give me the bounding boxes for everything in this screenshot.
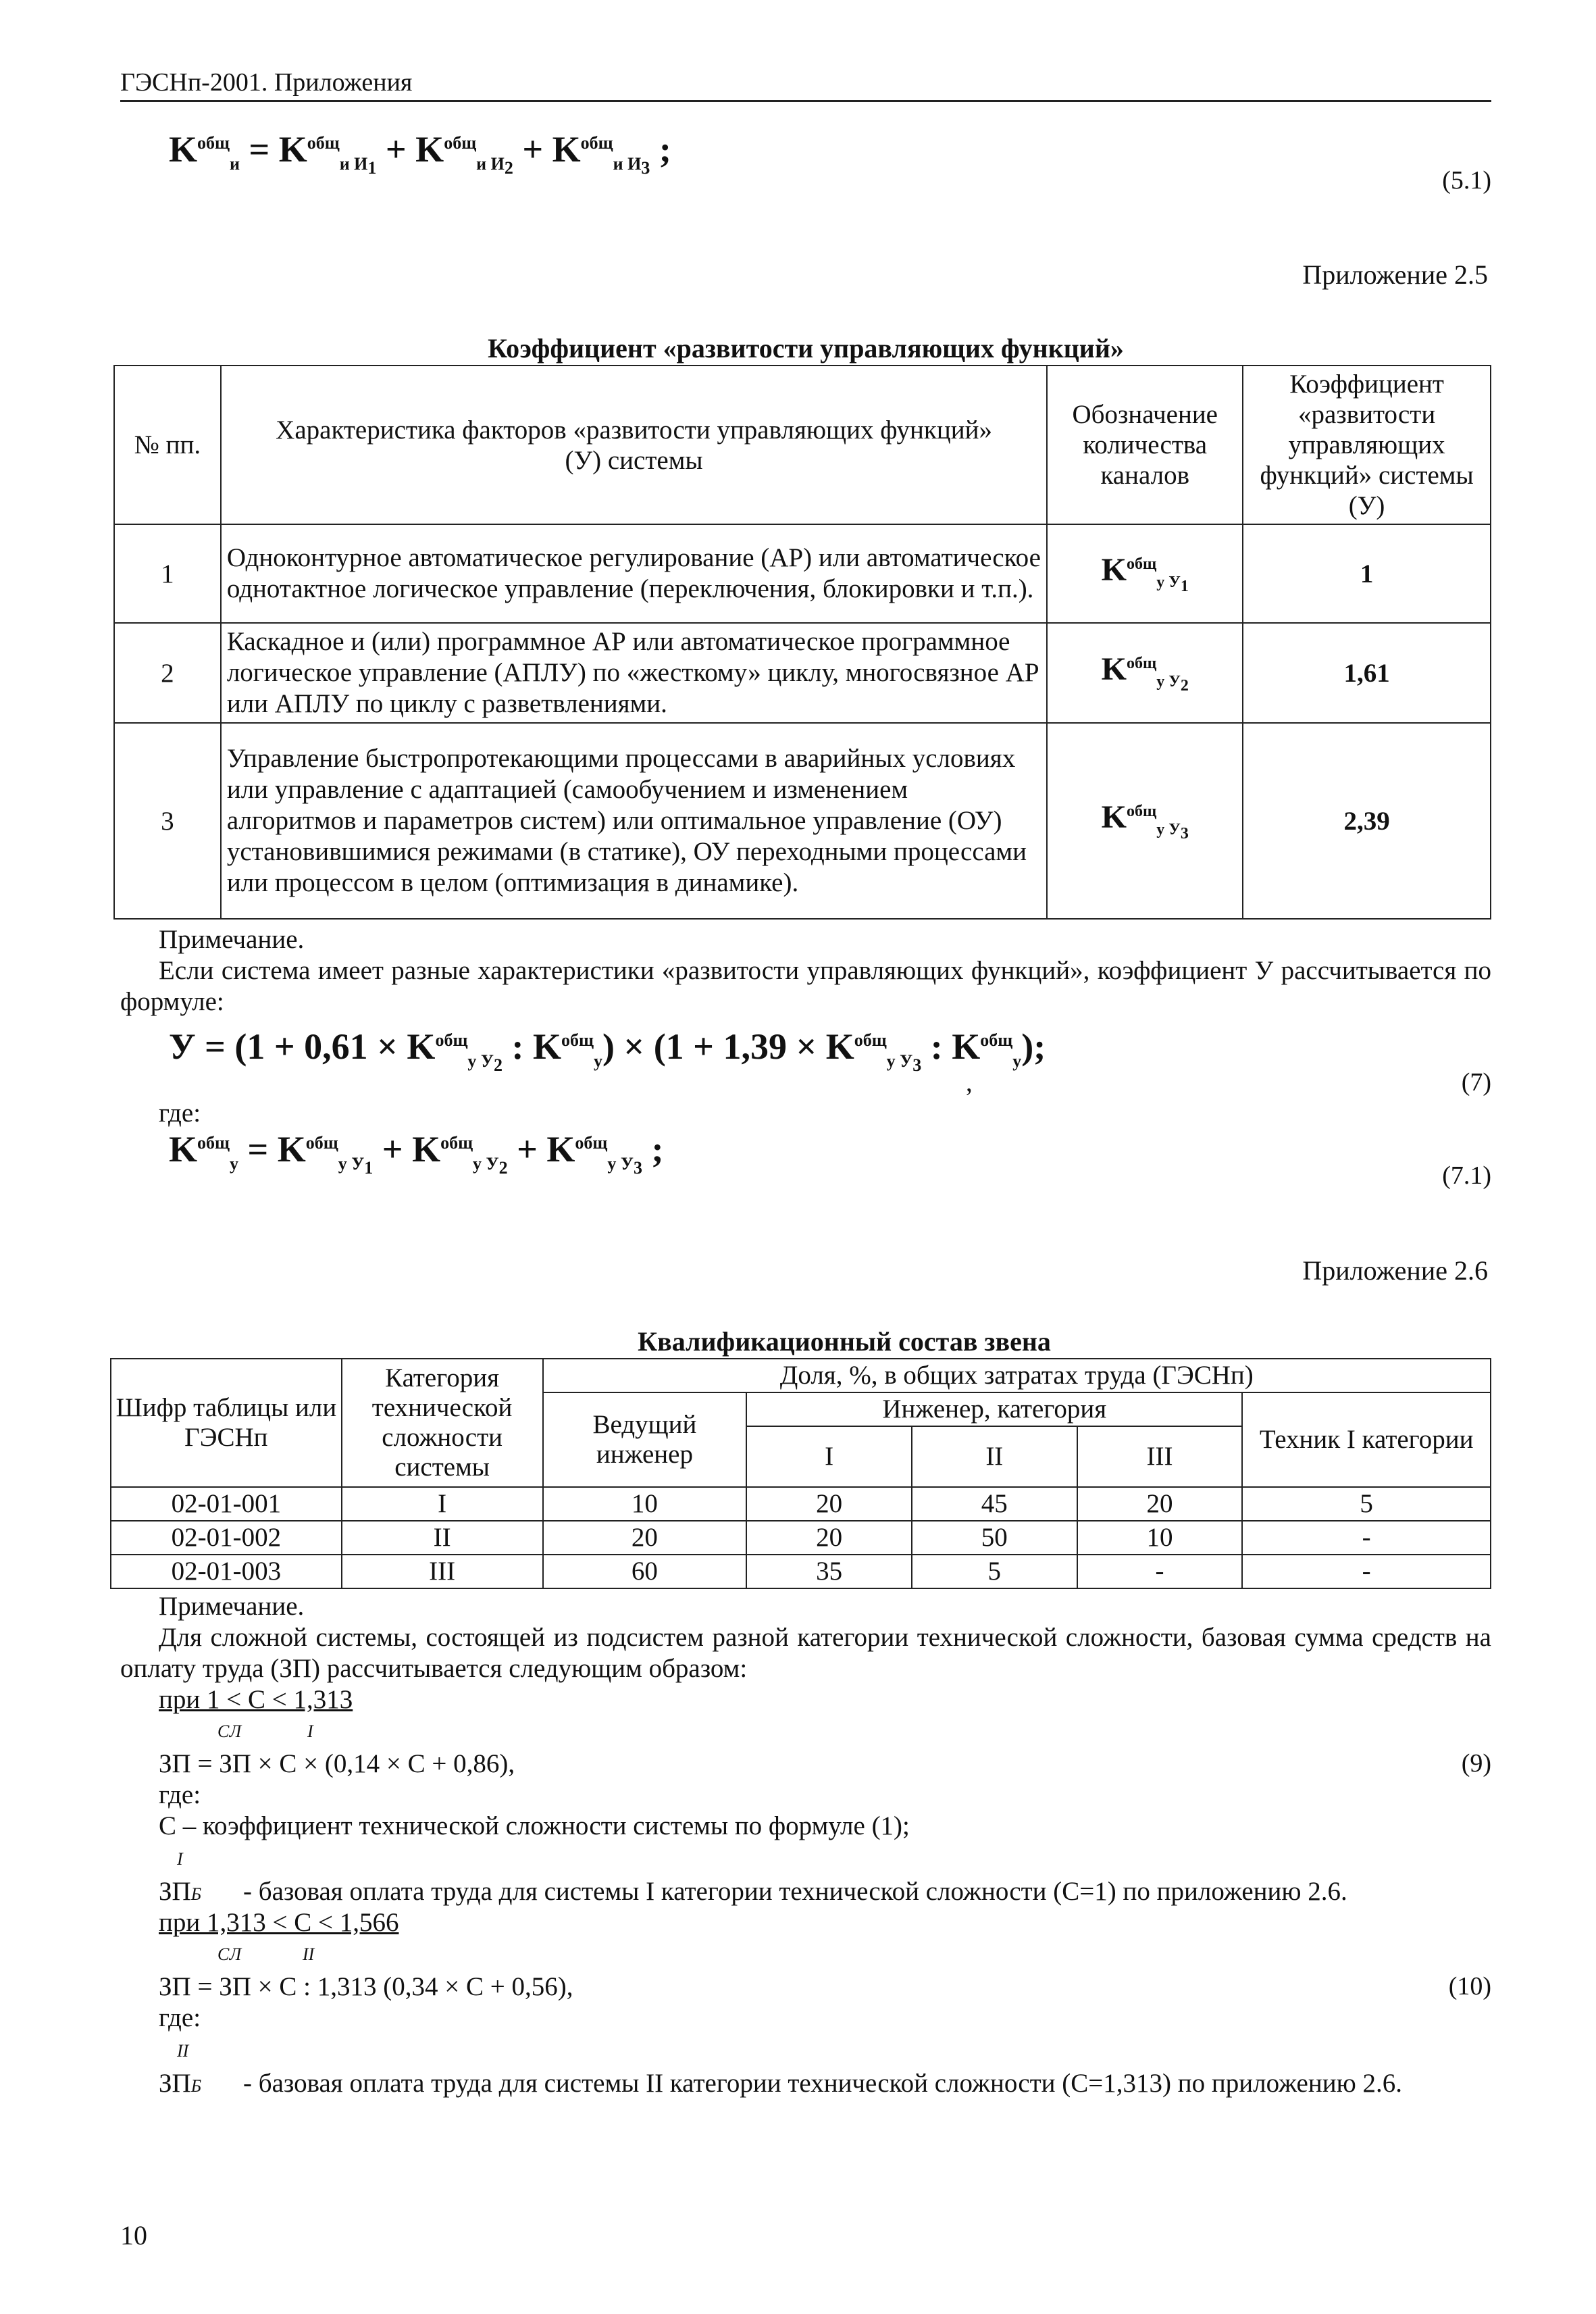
table-row — [111, 1521, 1491, 1555]
superscript-ii-1: II — [303, 1944, 315, 1964]
superscript-i-2: I — [177, 1849, 183, 1869]
row-3-text: Управление быстропротекающими процессами в аварийных условиях или управление с адаптацией (самообучением и изменением алгоритмов и параметров систем) или оптимальное управление (ОУ) установившимися режимами (в статике), ОУ переходными процессами или процессом в целом (оптимизация в динамике). — [221, 723, 1047, 919]
row-2-num: 2 — [114, 623, 221, 723]
where-label-10: где: — [159, 2003, 201, 2032]
note-label-2: Примечание. — [159, 1592, 305, 1621]
cell: - — [1242, 1521, 1491, 1555]
row-2-text: Каскадное и (или) программное АР или автоматическое программное логическое управление (АПЛУ) по «жесткому» циклу, многосвязное АР или АПЛУ по циклу с разветвлениями. — [221, 623, 1047, 723]
header-cat-3: III — [1077, 1426, 1243, 1487]
cell: 5 — [1242, 1487, 1491, 1521]
appendix-label-2-6: Приложение 2.6 — [1302, 1255, 1488, 1286]
equation-number-9: (9) — [1461, 1749, 1491, 1778]
table-title-control-functions: Коэффициент «развитости управляющих функций» — [488, 333, 1124, 363]
note-text-1: Если система имеет разные характеристики «развитости управляющих функций», коэффициент У рассчитывается по формуле: — [120, 956, 1491, 1016]
header-share: Доля, %, в общих затратах труда (ГЭСНп) — [543, 1359, 1491, 1392]
zp-label-2: ЗПБ — [159, 2069, 202, 2098]
row-3-designation: $K^{общ}_{у У_3}$ — [1047, 723, 1243, 919]
table-title-qualification: Квалификационный состав звена — [638, 1326, 1051, 1357]
cell: 20 — [1077, 1487, 1243, 1521]
cell: 20 — [746, 1521, 912, 1555]
zp1-definition: - базовая оплата труда для системы I категории технической сложности (С=1) по приложению 2.6. — [243, 1877, 1347, 1906]
equation-number-5-1: (5.1) — [1442, 166, 1491, 195]
where-label-9: где: — [159, 1780, 201, 1809]
condition-1: при 1 < С < 1,313 — [159, 1685, 353, 1714]
where-label-7: где: — [159, 1099, 201, 1128]
header-code: Шифр таблицы или ГЭСНп — [111, 1359, 342, 1487]
superscript-sl-1: СЛ — [217, 1721, 242, 1741]
cell: 10 — [1077, 1521, 1243, 1555]
row-3-coef: 2,39 — [1243, 723, 1491, 919]
cell: 20 — [543, 1521, 747, 1555]
row-2-coef: 1,61 — [1243, 623, 1491, 723]
page-header: ГЭСНп-2001. Приложения — [120, 68, 1491, 102]
control-functions-table — [113, 365, 1491, 920]
formula-7: $У = (1 + 0,61 \times K^{общ}_{у У_2}$ : $K^{общ}_у) \times (1 + 1,39 \times K^{общ}_{у У_3}$ : $K^{общ}_у$); — [169, 1026, 1046, 1075]
col-header-coefficient: Коэффициент «развитости управляющих функций» системы (У) — [1243, 366, 1491, 524]
header-cat-2: II — [912, 1426, 1077, 1487]
col-header-designation: Обозначение количества каналов — [1047, 366, 1243, 524]
header-engineer-category: Инженер, категория — [746, 1392, 1242, 1426]
equation-9: ЗП = ЗП × С × (0,14 × С + 0,86), — [159, 1749, 515, 1778]
row-1-text: Одноконтурное автоматическое регулирование (АР) или автоматическое однотактное логическое управление (переключения, блокировки и т.п.). — [221, 524, 1047, 623]
cell: 60 — [543, 1555, 747, 1588]
row-1-designation: $K^{общ}_{у У_1}$ — [1047, 524, 1243, 623]
formula-5-1: $K^{общ}_и = K^{общ}_{и И_1} + K^{общ}_{и И_2} + K^{общ}_{и И_3}$ ; — [169, 129, 671, 178]
table-row — [111, 1555, 1491, 1588]
cell: II — [342, 1521, 543, 1555]
cell: 5 — [912, 1555, 1077, 1588]
superscript-sl-2: СЛ — [217, 1944, 242, 1964]
header-technician: Техник I категории — [1242, 1392, 1491, 1487]
header-category: Категория технической сложности системы — [342, 1359, 543, 1487]
equation-number-7: (7) — [1461, 1068, 1491, 1097]
equation-10: ЗП = ЗП × С : 1,313 (0,34 × С + 0,56), — [159, 1972, 573, 2001]
cell: 02-01-003 — [111, 1555, 342, 1588]
zp-label-1: ЗПБ — [159, 1877, 202, 1906]
cell: 45 — [912, 1487, 1077, 1521]
qualification-table — [110, 1358, 1491, 1589]
cell: 50 — [912, 1521, 1077, 1555]
zp2-definition: - базовая оплата труда для системы II категории технической сложности (С=1,313) по приложению 2.6. — [243, 2069, 1402, 2098]
formula-7-comma: , — [966, 1068, 973, 1097]
cell: 10 — [543, 1487, 747, 1521]
row-2-designation: $K^{общ}_{у У_2}$ — [1047, 623, 1243, 723]
cell: - — [1242, 1555, 1491, 1588]
table-row — [111, 1487, 1491, 1521]
note-text-2: Для сложной системы, состоящей из подсистем разной категории технической сложности, базовая сумма средств на оплату труда (ЗП) рассчитывается следующим образом: — [120, 1623, 1491, 1683]
cell: III — [342, 1555, 543, 1588]
equation-number-10: (10) — [1448, 1972, 1491, 2001]
row-3-num: 3 — [114, 723, 221, 919]
col-header-characteristic: Характеристика факторов «развитости управляющих функций» (У) системы — [221, 366, 1047, 524]
cell: 35 — [746, 1555, 912, 1588]
col-header-num: № пп. — [114, 366, 221, 524]
c-definition: С – коэффициент технической сложности системы по формуле (1); — [159, 1811, 910, 1840]
cell: 20 — [746, 1487, 912, 1521]
superscript-i-1: I — [307, 1721, 313, 1741]
formula-7-1: $K^{общ}_у = K^{общ}_{у У_1} + K^{общ}_{у У_2} + K^{общ}_{у У_3}$ ; — [169, 1129, 664, 1178]
header-lead-engineer: Ведущий инженер — [543, 1392, 747, 1487]
header-cat-1: I — [746, 1426, 912, 1487]
cell: 02-01-002 — [111, 1521, 342, 1555]
superscript-ii-2: II — [177, 2041, 189, 2061]
cell: - — [1077, 1555, 1243, 1588]
condition-2: при 1,313 < С < 1,566 — [159, 1908, 399, 1937]
note-label-1: Примечание. — [159, 925, 305, 954]
equation-number-7-1: (7.1) — [1442, 1161, 1491, 1190]
cell: I — [342, 1487, 543, 1521]
page-number: 10 — [120, 2220, 147, 2250]
cell: 02-01-001 — [111, 1487, 342, 1521]
row-1-coef: 1 — [1243, 524, 1491, 623]
row-1-num: 1 — [114, 524, 221, 623]
appendix-label-2-5: Приложение 2.5 — [1302, 259, 1488, 290]
